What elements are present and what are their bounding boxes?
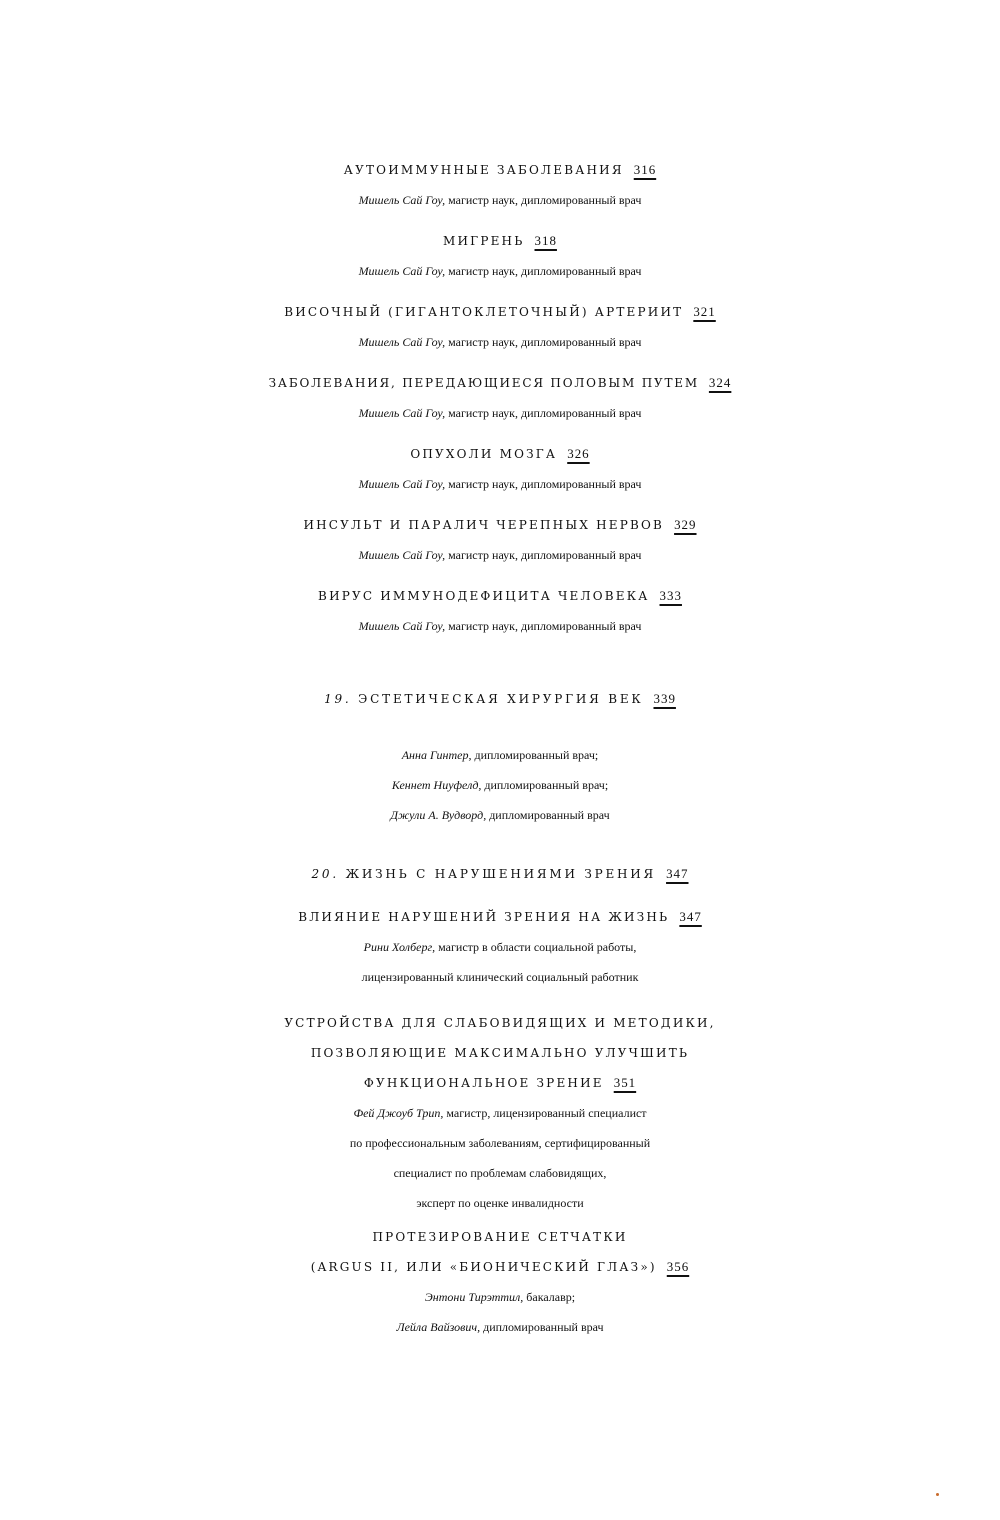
chapter-title: 19. ЭСТЕТИЧЕСКАЯ ХИРУРГИЯ ВЕК 339 <box>324 691 676 706</box>
chapter-number: 19. <box>324 692 352 706</box>
scan-speck <box>936 1493 939 1496</box>
page-number[interactable]: 326 <box>567 446 590 461</box>
toc-entry <box>0 581 1000 641</box>
chapter-20 <box>0 855 1000 893</box>
toc-entry <box>0 155 1000 215</box>
toc-entry <box>0 1222 1000 1342</box>
entry-title: МИГРЕНЬ 318 <box>443 233 557 248</box>
entry-author: Мишель Сай Гоу, магистр наук, дипломированный врач <box>358 548 642 562</box>
entry-author-cont: по профессиональным заболеваниям, сертифицированный <box>349 1136 651 1150</box>
toc-entry <box>0 226 1000 286</box>
chapter-author: Джули А. Вудворд, дипломированный врач <box>390 808 610 822</box>
entry-title: ПРОТЕЗИРОВАНИЕ СЕТЧАТКИ <box>372 1230 628 1244</box>
page-number[interactable]: 347 <box>679 909 702 924</box>
entry-title: ВЛИЯНИЕ НАРУШЕНИЙ ЗРЕНИЯ НА ЖИЗНЬ 347 <box>298 909 702 924</box>
entry-author: Энтони Тирэттил, бакалавр; <box>424 1290 576 1304</box>
entry-title: ЗАБОЛЕВАНИЯ, ПЕРЕДАЮЩИЕСЯ ПОЛОВЫМ ПУТЕМ 324 <box>268 375 732 390</box>
page-number[interactable]: 351 <box>613 1075 637 1090</box>
entry-title: ИНСУЛЬТ И ПАРАЛИЧ ЧЕРЕПНЫХ НЕРВОВ 329 <box>303 517 697 532</box>
page-number[interactable]: 316 <box>633 162 657 177</box>
page-number[interactable]: 333 <box>659 588 682 603</box>
entry-author: Фей Джоуб Трип, магистр, лицензированный специалист <box>353 1106 647 1120</box>
toc-entry <box>0 439 1000 499</box>
entry-title: ВИРУС ИММУНОДЕФИЦИТА ЧЕЛОВЕКА 333 <box>318 588 682 603</box>
toc-entry <box>0 297 1000 357</box>
page-number[interactable]: 356 <box>666 1259 690 1274</box>
entry-author: Мишель Сай Гоу, магистр наук, дипломированный врач <box>358 619 642 633</box>
entry-author: Мишель Сай Гоу, магистр наук, дипломированный врач <box>358 335 642 349</box>
entry-author: Мишель Сай Гоу, магистр наук, дипломированный врач <box>358 264 642 278</box>
page-number[interactable]: 321 <box>693 304 716 319</box>
entry-author-cont: специалист по проблемам слабовидящих, <box>393 1166 607 1180</box>
entry-title: УСТРОЙСТВА ДЛЯ СЛАБОВИДЯЩИХ И МЕТОДИКИ, <box>284 1016 716 1030</box>
entry-author: Лейла Вайзович, дипломированный врач <box>396 1320 604 1334</box>
entry-author: Мишель Сай Гоу, магистр наук, дипломированный врач <box>358 406 642 420</box>
entry-author: Рини Холберг, магистр в области социальной работы, <box>363 940 637 954</box>
entry-title-cont: ПОЗВОЛЯЮЩИЕ МАКСИМАЛЬНО УЛУЧШИТЬ <box>310 1046 690 1060</box>
page-number[interactable]: 339 <box>653 691 676 706</box>
chapter-author: Кеннет Ниуфелд, дипломированный врач; <box>391 778 609 792</box>
entry-title: АУТОИММУННЫЕ ЗАБОЛЕВАНИЯ 316 <box>343 162 657 177</box>
chapter-19 <box>0 680 1000 830</box>
page-number[interactable]: 329 <box>674 517 697 532</box>
chapter-number: 20. <box>311 867 339 881</box>
entry-author: Мишель Сай Гоу, магистр наук, дипломированный врач <box>358 193 642 207</box>
page-number[interactable]: 347 <box>666 866 689 881</box>
entry-author: Мишель Сай Гоу, магистр наук, дипломированный врач <box>358 477 642 491</box>
page-number[interactable]: 318 <box>534 233 557 248</box>
entry-title-cont: ФУНКЦИОНАЛЬНОЕ ЗРЕНИЕ 351 <box>363 1075 637 1090</box>
chapter-author: Анна Гинтер, дипломированный врач; <box>401 748 599 762</box>
toc-entry <box>0 902 1000 992</box>
toc-entry <box>0 368 1000 428</box>
entry-title: ОПУХОЛИ МОЗГА 326 <box>410 446 590 461</box>
toc-entry <box>0 1008 1000 1218</box>
entry-author-cont: лицензированный клинический социальный работник <box>361 970 639 984</box>
entry-title: ВИСОЧНЫЙ (ГИГАНТОКЛЕТОЧНЫЙ) АРТЕРИИТ 321 <box>284 304 716 319</box>
entry-author-cont: эксперт по оценке инвалидности <box>416 1196 584 1210</box>
page-number[interactable]: 324 <box>708 375 732 390</box>
chapter-title: 20. ЖИЗНЬ С НАРУШЕНИЯМИ ЗРЕНИЯ 347 <box>311 866 689 881</box>
entry-title-cont: (ARGUS II, ИЛИ «БИОНИЧЕСКИЙ ГЛАЗ») 356 <box>310 1259 690 1274</box>
toc-entry <box>0 510 1000 570</box>
